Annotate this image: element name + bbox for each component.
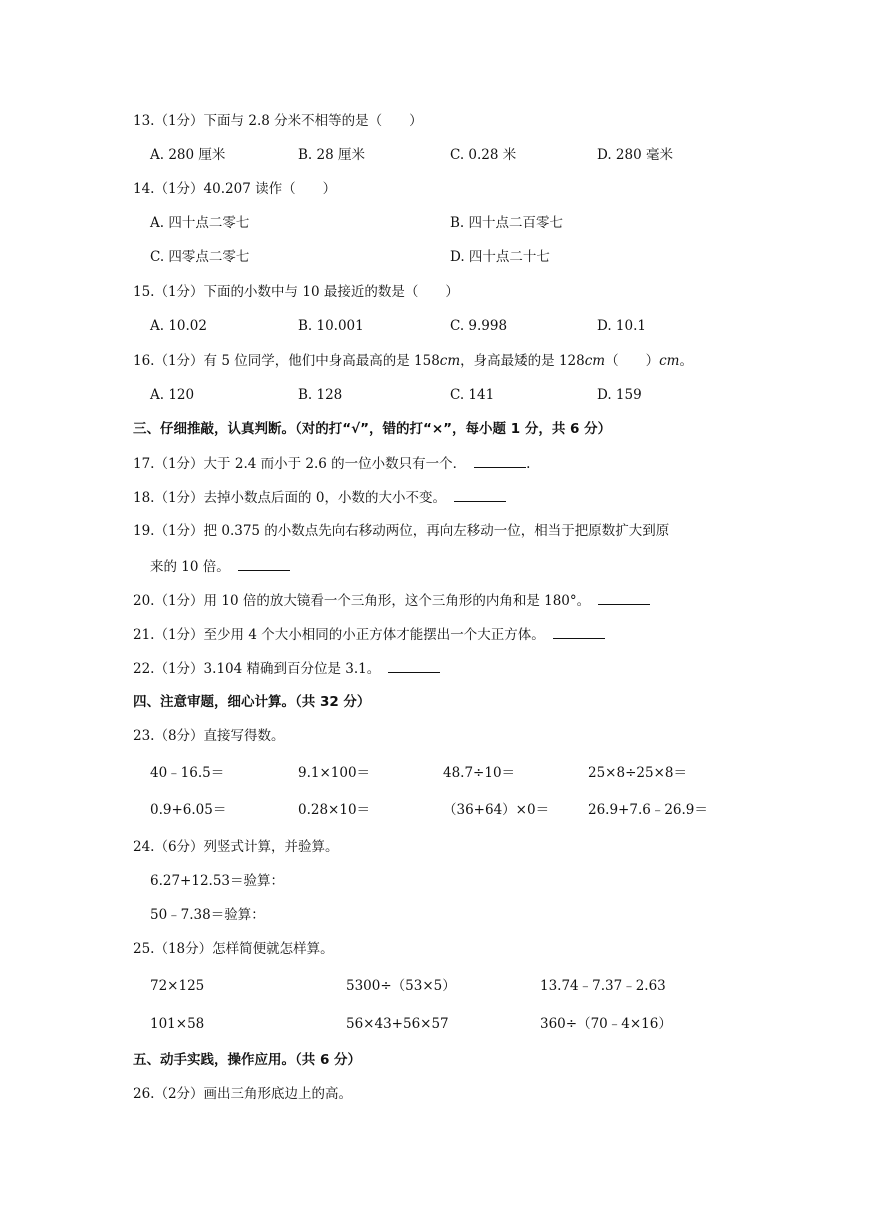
question-18	[133, 488, 506, 507]
q14-option-d: D. 四十点二十七	[450, 249, 550, 265]
question-14-stem: 14.（1分）40.207 读作（ ）	[133, 181, 337, 197]
q23-item: 40﹣16.5＝	[150, 765, 225, 781]
section-4-heading: 四、注意审题，细心计算。（共 32 分）	[133, 694, 371, 710]
q14-option-a: A. 四十点二零七	[150, 215, 250, 231]
q21-text: 21.（1分）至少用 4 个大小相同的小正方体才能摆出一个大正方体。	[133, 627, 545, 643]
q17-end: .	[526, 456, 531, 472]
q16-unit-c: cm	[659, 353, 680, 369]
q23-item: （36+64）×0＝	[443, 802, 550, 818]
question-24-stem: 24.（6分）列竖式计算，并验算。	[133, 839, 339, 855]
question-26: 26.（2分）画出三角形底边上的高。	[133, 1086, 353, 1102]
q13-option-a: A. 280 厘米	[150, 147, 226, 163]
question-19-line-1: 19.（1分）把 0.375 的小数点先向右移动两位，再向左移动一位，相当于把原数扩大到原	[133, 523, 670, 539]
q25-item: 5300÷（53×5）	[346, 978, 456, 994]
question-17	[133, 454, 530, 473]
q23-item: 0.9+6.05＝	[150, 802, 227, 818]
q16-text-d: 。	[679, 353, 693, 369]
q15-option-d: D. 10.1	[597, 318, 646, 334]
question-20	[133, 591, 650, 610]
q22-text: 22.（1分）3.104 精确到百分位是 3.1。	[133, 661, 381, 677]
question-22	[133, 659, 440, 678]
q23-item: 48.7÷10＝	[443, 765, 516, 781]
q16-unit-b: cm	[584, 353, 606, 369]
q16-text-a: 16.（1分）有 5 位同学，他们中身高最高的是 158	[133, 353, 440, 369]
question-15-stem: 15.（1分）下面的小数中与 10 最接近的数是（ ）	[133, 284, 459, 300]
q22-answer-blank[interactable]	[388, 659, 440, 673]
q25-item: 72×125	[150, 978, 205, 994]
q19-answer-blank[interactable]	[238, 557, 290, 571]
q23-item: 0.28×10＝	[298, 802, 371, 818]
q16-text-c: （ ）	[605, 353, 660, 369]
q15-option-a: A. 10.02	[150, 318, 207, 334]
question-25-stem: 25.（18分）怎样简便就怎样算。	[133, 941, 334, 957]
q23-item: 25×8÷25×8＝	[588, 765, 687, 781]
q16-unit-a: cm	[439, 353, 461, 369]
question-13-stem: 13.（1分）下面与 2.8 分米不相等的是（ ）	[133, 113, 423, 129]
q24-item: 6.27+12.53＝验算：	[150, 873, 285, 889]
q25-item: 360÷（70﹣4×16）	[540, 1016, 672, 1032]
question-19-line-2	[150, 557, 290, 576]
section-3-heading: 三、仔细推敲，认真判断。（对的打“√”，错的打“×”，每小题 1 分，共 6 分）	[133, 421, 612, 437]
q13-option-c: C. 0.28 米	[450, 147, 517, 163]
q16-option-c: C. 141	[450, 387, 495, 403]
q13-option-b: B. 28 厘米	[298, 147, 365, 163]
q14-option-c: C. 四零点二零七	[150, 249, 250, 265]
section-5-heading: 五、动手实践，操作应用。（共 6 分）	[133, 1052, 362, 1068]
q16-option-d: D. 159	[597, 387, 642, 403]
question-21	[133, 625, 605, 644]
q16-text-b: ，身高最矮的是 128	[460, 353, 585, 369]
q19-text: 来的 10 倍。	[150, 559, 230, 575]
q13-option-d: D. 280 毫米	[597, 147, 673, 163]
q20-text: 20.（1分）用 10 倍的放大镜看一个三角形，这个三角形的内角和是 180°。	[133, 593, 591, 609]
q16-option-b: B. 128	[298, 387, 343, 403]
q16-option-a: A. 120	[150, 387, 195, 403]
q23-item: 9.1×100＝	[298, 765, 371, 781]
q15-option-b: B. 10.001	[298, 318, 364, 334]
q18-text: 18.（1分）去掉小数点后面的 0，小数的大小不变。	[133, 490, 446, 506]
q23-item: 26.9+7.6﹣26.9＝	[588, 802, 708, 818]
q20-answer-blank[interactable]	[598, 591, 650, 605]
q21-answer-blank[interactable]	[553, 625, 605, 639]
q18-answer-blank[interactable]	[454, 488, 506, 502]
q24-item: 50﹣7.38＝验算：	[150, 907, 265, 923]
q14-option-b: B. 四十点二百零七	[450, 215, 564, 231]
question-16-stem	[133, 352, 693, 370]
q17-answer-blank[interactable]	[474, 454, 526, 468]
q25-item: 13.74﹣7.37﹣2.63	[540, 978, 666, 994]
q25-item: 101×58	[150, 1016, 205, 1032]
q17-text: 17.（1分）大于 2.4 而小于 2.6 的一位小数只有一个．	[133, 456, 467, 472]
question-23-stem: 23.（8分）直接写得数。	[133, 728, 285, 744]
q25-item: 56×43+56×57	[346, 1016, 449, 1032]
q15-option-c: C. 9.998	[450, 318, 508, 334]
